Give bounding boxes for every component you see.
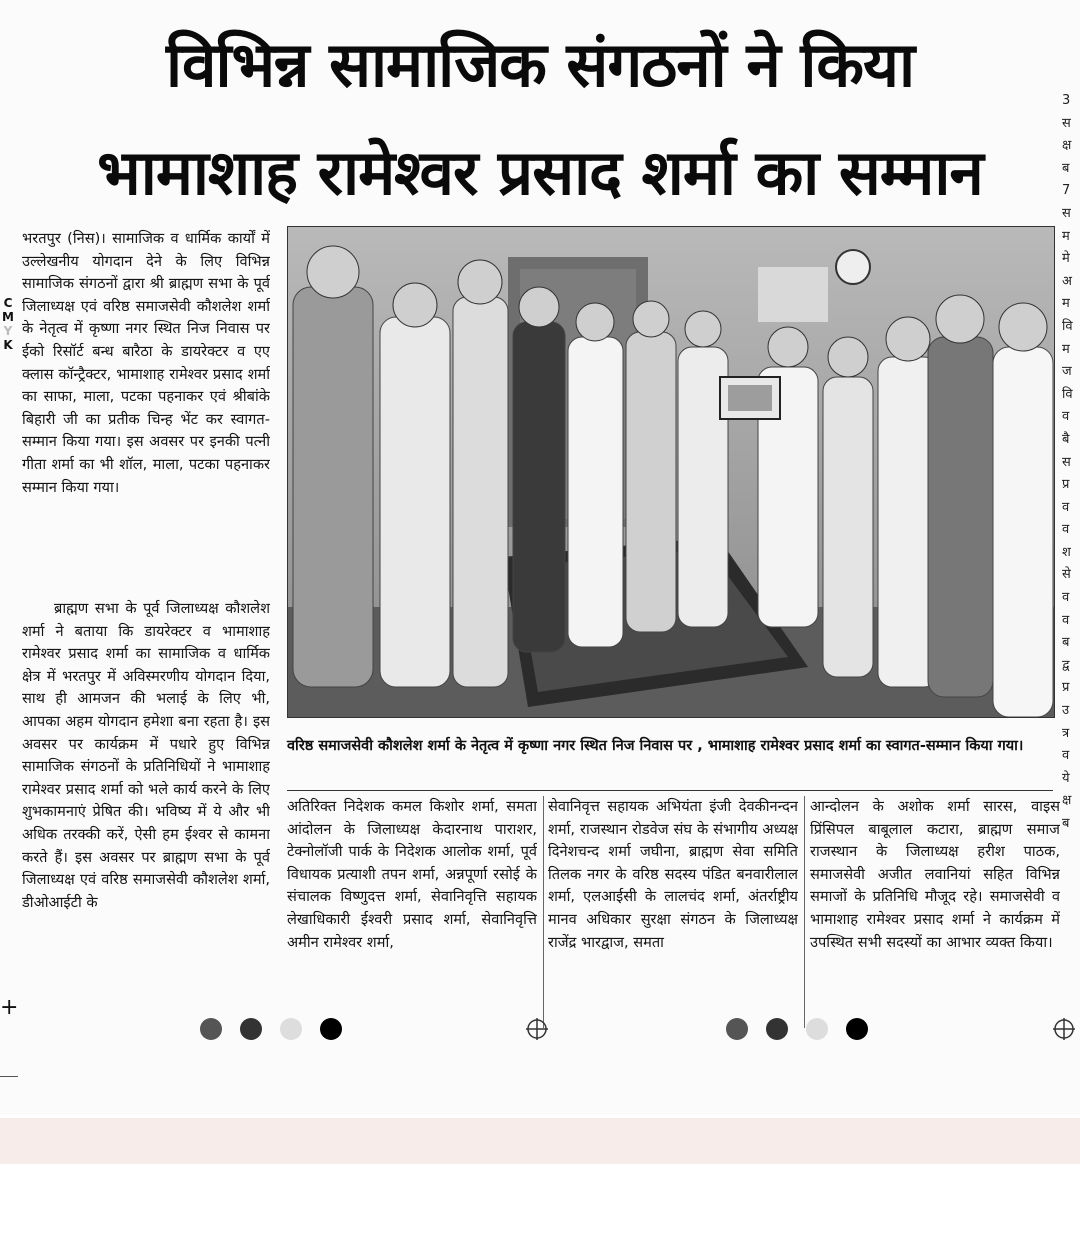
- adjacent-article-fragment: मे: [1062, 251, 1070, 267]
- cmyk-k: K: [3, 338, 13, 352]
- group-photo-illustration: [288, 227, 1054, 717]
- reg-dot: [200, 1018, 222, 1040]
- article-left-column-continued: [22, 598, 270, 1030]
- adjacent-article-fragment: बै: [1062, 431, 1070, 447]
- adjacent-article-fragment: अ: [1062, 273, 1072, 289]
- adjacent-article-fragment: क्ष: [1062, 793, 1072, 809]
- registration-crosshair-icon: [1053, 1018, 1075, 1040]
- adjacent-article-fragment: स: [1062, 205, 1071, 221]
- adjacent-article-fragment: ज: [1062, 364, 1072, 380]
- adjacent-article-fragment: प्र: [1062, 680, 1070, 696]
- adjacent-article-fragment: व: [1062, 590, 1070, 606]
- adjacent-article-fragment: 7: [1062, 183, 1071, 199]
- registration-crosshair-icon: [526, 1018, 548, 1040]
- adjacent-article-fragment: द्व: [1062, 657, 1070, 673]
- page-bottom-band: [0, 1118, 1080, 1164]
- page-bottom-margin: [0, 1164, 1080, 1235]
- reg-dot: [726, 1018, 748, 1040]
- reg-dot: [846, 1018, 868, 1040]
- adjacent-article-fragment: म: [1062, 341, 1070, 357]
- adjacent-article-fragment: प्र: [1062, 477, 1070, 493]
- adjacent-article-fragment: वि: [1062, 386, 1073, 402]
- photo-caption: वरिष्ठ समाजसेवी कौशलेश शर्मा के नेतृत्व में कृष्णा नगर स्थित निज निवास पर , भामाशाह रामेश्वर प्रसाद शर्मा का स्वागत-सम्मान किया गया।: [287, 738, 1024, 754]
- adjacent-article-fragment: ब: [1062, 635, 1070, 651]
- column-divider: [543, 796, 544, 1028]
- adjacent-article-fragment: स: [1062, 454, 1071, 470]
- adjacent-article-fragment: म: [1062, 228, 1070, 244]
- adjacent-article-fragment: से: [1062, 567, 1071, 583]
- cmyk-y: Y: [3, 324, 13, 338]
- article-paragraph-2: ब्राह्मण सभा के पूर्व जिलाध्यक्ष कौशलेश शर्मा ने बताया कि डायरेक्टर व भामाशाह रामेश्वर प्रसाद शर्मा का सामाजिक व धार्मिक क्षेत्र में भरतपुर में अविस्मरणीय योगदान दिया, साथ ही आमजन की भलाई के लिए भी, आपका अहम योगदान हमेशा बना रहता है। इस अवसर पर कार्यक्रम में पधारे हुए विभिन्न सामाजिक संगठनों के प्रतिनिधियों ने भामाशाह रामेश्वर प्रसाद शर्मा को भले कार्य करने के लिए शुभकामनाएं प्रेषित की। भविष्य में ये और भी अधिक तरक्की करें, ऐसी हम ईश्वर से कामना करते हैं। इस अवसर पर ब्राह्मण सभा के पूर्व जिलाध्यक्ष एवं वरिष्ठ समाजसेवी कौशलेश शर्मा, डीओआईटी के: [22, 600, 270, 911]
- article-left-column: [22, 228, 270, 628]
- adjacent-article-fragment: उ: [1062, 703, 1070, 719]
- adjacent-article-fragment: व: [1062, 612, 1070, 628]
- adjacent-article-fragment: त्र: [1062, 725, 1070, 741]
- news-photo: [287, 226, 1055, 718]
- cmyk-c: C: [3, 296, 13, 310]
- adjacent-article-fragment: व: [1062, 409, 1070, 425]
- crop-mark: +: [0, 995, 19, 1020]
- cmyk-m: M: [2, 310, 14, 324]
- headline-line-1: विभिन्न सामाजिक संगठनों ने किया: [165, 28, 915, 101]
- adjacent-article-fragment: व: [1062, 499, 1070, 515]
- article-bottom-column-2: सेवानिवृत्त सहायक अभियंता इंजी देवकीनन्दन शर्मा, राजस्थान रोडवेज संघ के संभागीय अध्यक्ष दिनेशचन्द शर्मा जघीना, ब्राह्मण सेवा समिति तिलक नगर के वरिष्ठ सदस्य पंडित बनवारीलाल शर्मा, एलआईसी के लालचंद शर्मा, अंतर्राष्ट्रीय मानव अधिकार सुरक्षा संगठन के जिलाध्यक्ष राजेंद्र भारद्वाज, समता: [548, 798, 798, 951]
- adjacent-article-fragment: म: [1062, 296, 1070, 312]
- crop-line: [0, 1076, 18, 1077]
- adjacent-article-fragment: ब: [1062, 816, 1070, 831]
- adjacent-article-edge: [1062, 90, 1080, 1110]
- adjacent-article-fragment: स: [1062, 115, 1071, 131]
- adjacent-article-fragment: वि: [1062, 318, 1073, 334]
- adjacent-article-fragment: श: [1062, 544, 1071, 560]
- adjacent-article-fragment: ब: [1062, 160, 1070, 176]
- adjacent-article-fragment: 3: [1062, 93, 1071, 108]
- reg-dot: [806, 1018, 828, 1040]
- article-paragraph-1: भरतपुर (निस)। सामाजिक व धार्मिक कार्यों में उल्लेखनीय योगदान देने के लिए विभिन्न सामाजिक संगठनों द्वारा श्री ब्राह्मण सभा के पूर्व जिलाध्यक्ष एवं वरिष्ठ समाजसेवी कौशलेश शर्मा के नेतृत्व में कृष्णा नगर स्थित निज निवास पर ईको रिसॉर्ट बन्ध बारैठा के डायरेक्टर व एए क्लास कॉन्ट्रैक्टर, भामाशाह रामेश्वर प्रसाद शर्मा का साफा, माला, पटका पहनाकर एवं श्रीबांके बिहारी जी का प्रतीक चिन्ह भेंट कर स्वागत-सम्मान किया गया। इस अवसर पर इनकी पत्नी गीता शर्मा का भी शॉल, माला, पटका पहनाकर सम्मान किया गया।: [22, 230, 270, 496]
- reg-dot: [240, 1018, 262, 1040]
- article-bottom-column-3: आन्दोलन के अशोक शर्मा सारस, वाइस प्रिंसिपल बाबूलाल कटारा, ब्राह्मण समाज राजस्थान के जिलाध्यक्ष हरीश पाठक, समाजसेवी अजीत लवानियां सहित विभिन्न समाजों के प्रतिनिधि मौजूद रहे। समाजसेवी व भामाशाह रामेश्वर प्रसाद शर्मा ने कार्यक्रम में उपस्थित सभी सदस्यों का आभार व्यक्त किया।: [810, 798, 1060, 951]
- headline-line-2: भामाशाह रामेश्वर प्रसाद शर्मा का सम्मान: [97, 136, 983, 209]
- cmyk-registration-mark: [0, 296, 16, 352]
- reg-dot: [320, 1018, 342, 1040]
- adjacent-article-fragment: क्ष: [1062, 138, 1072, 154]
- adjacent-article-fragment: व: [1062, 748, 1070, 764]
- article-bottom-column-1: अतिरिक्त निदेशक कमल किशोर शर्मा, समता आंदोलन के जिलाध्यक्ष केदारनाथ पाराशर, टेक्नोलॉजी पार्क के निदेशक आलोक शर्मा, पूर्व विधायक प्रत्याशी तपन शर्मा, अन्नपूर्णा रसोई के संचालक विष्णुदत्त शर्मा, सेवानिवृत्ति सहायक लेखाधिकारी ईश्वरी प्रसाद शर्मा, सेवानिवृत्ति अमीन रामेश्वर शर्मा,: [287, 798, 537, 951]
- reg-dot: [766, 1018, 788, 1040]
- caption-divider: [287, 790, 1053, 791]
- adjacent-article-fragment: ये: [1062, 770, 1070, 786]
- adjacent-article-fragment: व: [1062, 522, 1070, 538]
- column-divider: [804, 796, 805, 1028]
- reg-dot: [280, 1018, 302, 1040]
